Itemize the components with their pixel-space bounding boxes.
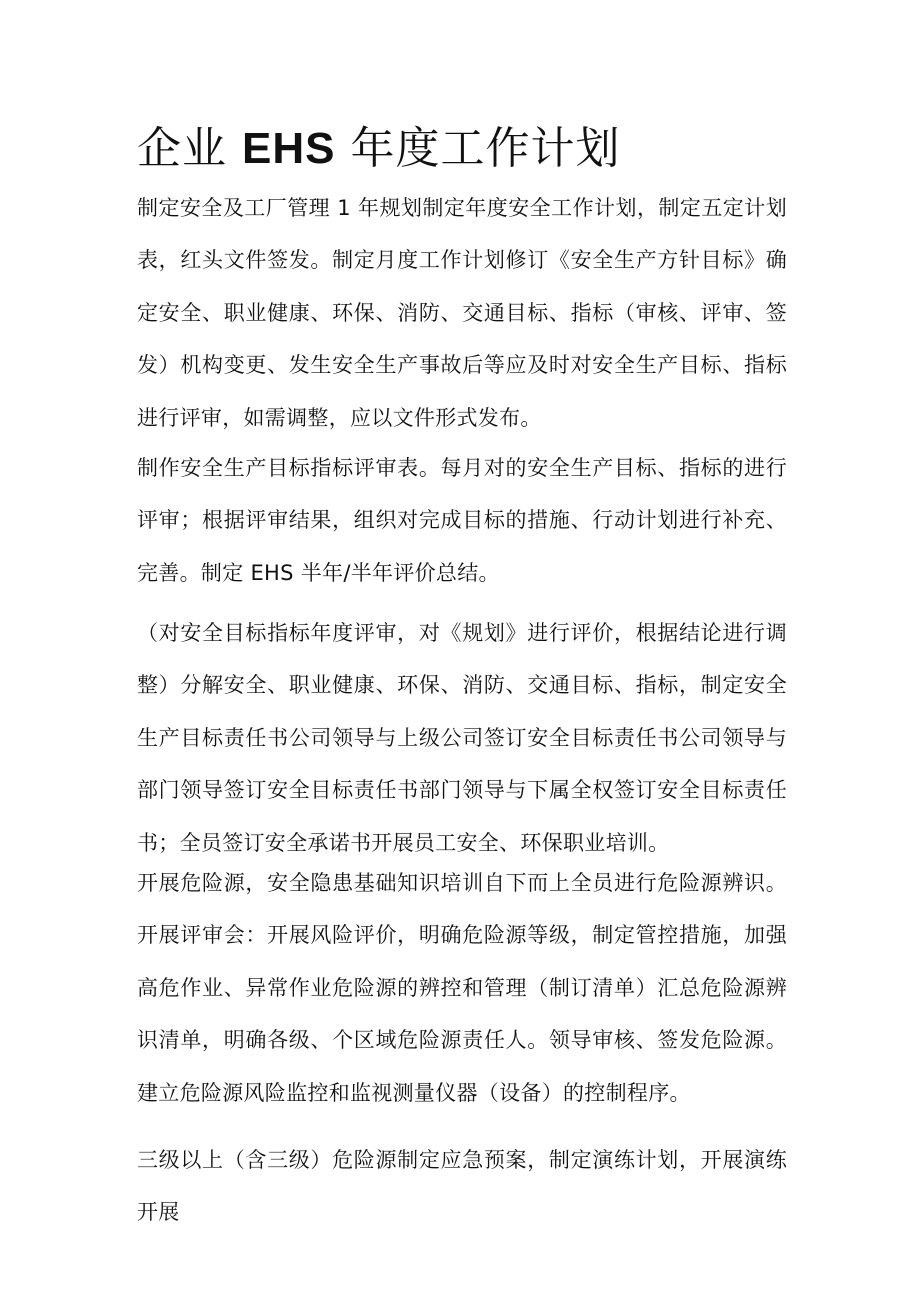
paragraph-3: （对安全目标指标年度评审，对《规划》进行评价，根据结论进行调整）分解安全、职业健康、环保、消防、交通目标、指标，制定安全生产目标责任书公司领导与上级公司签订安全目标责任书公司领导与部门领导签订安全目标责任书部门领导与下属全权签订安全目标责任书；全员签订安全承诺书开展员工安全、环保职业培训。 (137, 621, 787, 855)
title-suffix: 年度工作计划 (350, 123, 621, 174)
title-prefix: 企业 (137, 123, 227, 174)
title-latin: EHS (242, 124, 336, 173)
paragraph-5: 三级以上（含三级）危险源制定应急预案，制定演练计划，开展演练开展 (137, 1148, 787, 1225)
document-title (137, 118, 620, 180)
paragraph-1: 制定安全及工厂管理 1 年规划制定年度安全工作计划，制定五定计划表，红头文件签发。制定月度工作计划修订《安全生产方针目标》确定安全、职业健康、环保、消防、交通目标、指标（审核、评审、签发）机构变更、发生安全生产事故后等应及时对安全生产目标、指标进行评审，如需调整，应以文件形式发布。 (137, 196, 787, 430)
paragraph-4: 开展危险源，安全隐患基础知识培训自下而上全员进行危险源辨识。开展评审会：开展风险评价，明确危险源等级，制定管控措施，加强高危作业、异常作业危险源的辨控和管理（制订清单）汇总危险源辨识清单，明确各级、个区域危险源责任人。领导审核、签发危险源。建立危险源风险监控和监视测量仪器（设备）的控制程序。 (137, 871, 787, 1105)
paragraph-2: 制作安全生产目标指标评审表。每月对的安全生产目标、指标的进行评审；根据评审结果，组织对完成目标的措施、行动计划进行补充、完善。制定 EHS 半年/半年评价总结。 (137, 456, 787, 585)
